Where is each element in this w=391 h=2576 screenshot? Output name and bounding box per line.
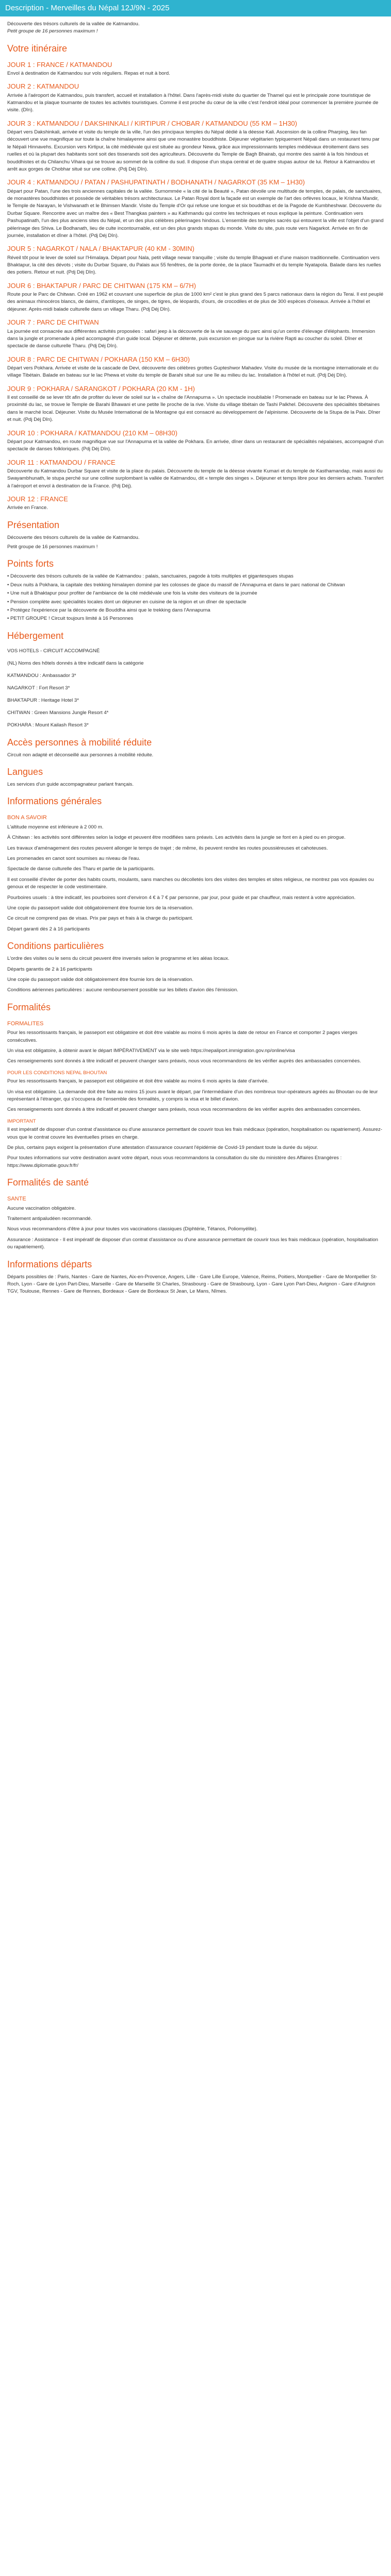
day-text: Découverte du Katmandou Durbar Square et visite de la place du palais. Découverte du temple de la déesse vivante Kumari et du temple de Kasthamandap, mais aussi du Swayambhunath, le stupa perché sur une colline surplombant la vallée de Katmandou, dit « temple des singes ». Déjeuner et temps libre pour les derniers achats. Transfert à l'aéroport et envol à destination de la France. (Pdj Déj). bbox=[7, 468, 384, 489]
formalities-para: Ces renseignements sont donnés à titre indicatif et peuvent changer sans préavis, nous vous recommandons de les vérifier auprès des ambassades concernées. bbox=[7, 1058, 361, 1064]
health-subhead: SANTE bbox=[7, 1196, 26, 1202]
hotel-line: KATMANDOU : Ambassador 3* bbox=[7, 673, 76, 679]
day-text: Départ pour Patan, l'une des trois anciennes capitales de la vallée. Surnommée « la cité de la Beauté », Patan dévoile une multitude de temples, de palais, de sanctuaires, de monastères bouddhistes et possède de véritables trésors architecturaux. Le Patan Royal dont la façade est un exemple de l'art des orfèvres locaux, le Krishna Mandir, le Temple de Narayan, le Vishwanath et le Bhimsen Mandir. Visite du Temple d'Or qui refuse une longue et six bouddhas et de la Pagode de Kumbheshwar. Découverte du Durbar Square. Rencontre avec un maître des « Best Thangkas painters » au Kathmandu qui contre les techniques et nous explique la peinture. Continuation vers Pashupatinath, l'un des plus anciens sites du Népal, et un des plus célèbres pèlerinages hindous. L'ensemble des temples sacrés qui entourent la ville est l'objet d'un grand pèlerinage des Shiva. Le Bodhanath, lieu de culte incontournable, est un des plus grands stupas du monde. Visite du site, puis route vers Nagarkot. Arrivée en fin de journée, installation et dîner à l'hôtel. (Pdj Déj Dîn). bbox=[7, 188, 384, 239]
intro-line: Petit groupe de 16 personnes maximum ! bbox=[7, 28, 98, 35]
intro bbox=[7, 21, 384, 36]
health-title: Formalités de santé bbox=[7, 1177, 89, 1188]
content bbox=[0, 16, 391, 1308]
day-text: Départ pour Katmandou, en route magnifique vue sur l'Annapurna et la vallée de Pokhara. En arrivée, dîner dans un restaurant de spécialités népalaises, accompagné d'un spectacle de danses folkloriques. (Pdj Déj Dîn). bbox=[7, 438, 384, 452]
itinerary-day bbox=[7, 459, 384, 490]
day-text: Arrivée en France. bbox=[7, 505, 48, 511]
health-para: Traitement antipaludéen recommandé. bbox=[7, 1216, 92, 1222]
formalities-warn-para: Un visa est obligatoire. La demande doit être faite au moins 15 jours avant le départ, par l'intermédiaire d'un des nombreux tour-opérateurs agréés au Bhoutan ou de leur représentant à l'étranger, qui s'occupera de l'ensemble des formalités, y compris la visa et le billet d'avion. bbox=[7, 1089, 378, 1103]
formalities-important-para: Il est impératif de disposer d'un contrat d'assistance ou d'une assurance permettant de couvrir tous les frais médicaux (opération, hospitalisation ou rapatriement). Assurez-vous que le contrat couvre les éventuelles prises en charge. bbox=[7, 1127, 382, 1140]
day-title: JOUR 12 : FRANCE bbox=[7, 495, 68, 503]
day-title: JOUR 4 : KATMANDOU / PATAN / PASHUPATINATH / BODHANATH / NAGARKOT (35 KM – 1H30) bbox=[7, 178, 305, 187]
general-para: L'altitude moyenne est inférieure à 2 000 m. bbox=[7, 824, 104, 830]
hotel-line: BHAKTAPUR : Heritage Hotel 3* bbox=[7, 698, 79, 704]
itinerary-day bbox=[7, 318, 384, 350]
itinerary-day bbox=[7, 385, 384, 424]
general-para: Départ garanti dès 2 à 16 participants bbox=[7, 926, 90, 932]
itinerary-day bbox=[7, 120, 384, 174]
day-text: La journée est consacrée aux différentes activités proposées : safari jeep à la découverte de la vie sauvage du parc ainsi qu'un centre d'élevage d'éléphants. Immersion dans la jungle et promenade à pied accompagné d'un guide local. Déjeuner et détente, puis excursion en pirogue sur la rivière Rapti au coucher du soleil. Dîner et spectacle de danse culturelle Tharu. (Pdj Déj Dîn). bbox=[7, 328, 376, 349]
highlight-item: • Deux nuits à Pokhara, la capitale des trekking himalayen dominé par les colosses de glace du massif de l'Annapurna et dans le parc national de Chitwan bbox=[7, 582, 345, 588]
departures-text: Départs possibles de : Paris, Nantes - Gare de Nantes, Aix-en-Provence, Angers, Lille - Gare Lille Europe, Valence, Reims, Poitiers, Montpellier - Gare de Montpellier St-Roch, Lyon - Gare de Lyon Part-Dieu, Marseille - Gare de Marseille St Charles, Strasbourg - Gare de Strasbourg, Lyon - Gare Lyon Part-Dieu, Avignon - Gare d'Avignon TGV, Toulouse, Rennes - Gare de Rennes, Bordeaux - Gare de Bordeaux St Jean, Le Mans, Nîmes. bbox=[7, 1274, 378, 1295]
presentation-line: Petit groupe de 16 personnes maximum ! bbox=[7, 544, 98, 550]
access-text: Circuit non adapté et déconseillé aux personnes à mobilité réduite. bbox=[7, 752, 154, 758]
formalities-important-paras bbox=[7, 1126, 384, 1170]
highlight-item: • PETIT GROUPE ! Circuit toujours limité à 16 Personnes bbox=[7, 616, 134, 622]
itinerary-day bbox=[7, 282, 384, 313]
day-text: Départ vers Dakshinkali, arrivée et visite du temple de la ville, l'un des principaux temples du Népal dédié à la déesse Kali. Ascension de la colline Pharping, lieu fan découvert une vue magnifique sur toute la chaîne himalayenne ainsi que une monastère bouddhiste. Déjeuner végétarien typiquement Népali dans un restaurant tenu par le Népali Hinnavehs. Excursion vers Kirtipur, la cité médiévale qui est située au grondeur Newa, grâce aux impressionnants temples médiévaux étroitement dans ses ruelles et où la plupart des habitants sont soit des tisserands soit des agriculteurs. Découverte du Temple de Bagh Bhairab, qui montre des sainté à la fois hindous et bouddhistes et du Chilanchu Vihara qui se trouve au sommet de la colline du sud. Il dispose d'un stupa central et de quatre stupas autour de lui. Retour à Katmandou et arrêt aux gorges de Chobhar situé sur une colline. (Pdj Déj Dîn). bbox=[7, 129, 380, 173]
day-text: Réveil tôt pour le lever de soleil sur l'Himalaya. Départ pour Nala, petit village newar tranquille ; visite du temple Bhagwati et d'une maison traditionnelle. Continuation vers Bhaktapur, la cité des dévots ; visite du Durbar Square, du Palais aux 55 fenêtres, de la porte dorée, de la place Taumadhi et du temple Nyatapola. Balade dans les ruelles des potiers. Retour et nuit. (Pdj Déj Dîn). bbox=[7, 255, 381, 276]
languages-text: Les services d'un guide accompagnateur parlant français. bbox=[7, 782, 134, 788]
general-para: Ce circuit ne comprend pas de visas. Prix par pays et frais à la charge du participant. bbox=[7, 916, 193, 922]
hotel-line: (NL) Noms des hôtels donnés à titre indicatif dans la catégorie bbox=[7, 660, 144, 667]
departures-title: Informations départs bbox=[7, 1259, 92, 1269]
hotel-line: POKHARA : Mount Kailash Resort 3* bbox=[7, 722, 89, 728]
day-title: JOUR 10 : POKHARA / KATMANDOU (210 KM – 08H30) bbox=[7, 429, 177, 437]
hotel-line: VOS HOTELS - CIRCUIT ACCOMPAGNÉ bbox=[7, 648, 100, 654]
presentation-line: Découverte des trésors culturels de la vallée de Katmandou. bbox=[7, 534, 140, 540]
day-title: JOUR 5 : NAGARKOT / NALA / BHAKTAPUR (40 KM - 30MIN) bbox=[7, 245, 194, 253]
itinerary-day bbox=[7, 495, 384, 512]
general-para: Spectacle de danse culturelle des Tharu et partie de la participants. bbox=[7, 866, 155, 872]
conditions-title: Conditions particulières bbox=[7, 941, 104, 952]
formalities-warn-para: Ces renseignements sont donnés à titre indicatif et peuvent changer sans préavis, nous vous recommandons de les vérifier auprès des ambassades concernées. bbox=[7, 1107, 361, 1113]
highlight-item: • Pension complète avec spécialités locales dont un déjeuner en cuisine de la région et un dîner de spectacle bbox=[7, 599, 247, 605]
highlights-list bbox=[7, 573, 384, 622]
formalities-subhead: FORMALITES bbox=[7, 1020, 44, 1027]
itinerary-day bbox=[7, 429, 384, 453]
itinerary-day bbox=[7, 61, 384, 78]
page-banner bbox=[0, 0, 391, 16]
formalities-warn-para: Pour les ressortissants français, le passeport est obligatoire et doit être valable au moins 6 mois après la date d'arrivée. bbox=[7, 1078, 269, 1084]
day-text: Départ vers Pokhara. Arrivée et visite de la cascade de Devi, découverte des célèbres grottes Gupteshwor Mahadev. Visite du musée de la montagne internationale et du village Tibétain. Balade en bateau sur le lac Phewa et visite du temple de Barahi situé sur une île au milieu du lac. Installation à l'hôtel et nuit. (Pdj Déj Dîn). bbox=[7, 365, 379, 379]
day-title: JOUR 9 : POKHARA / SARANGKOT / POKHARA (20 KM - 1H) bbox=[7, 384, 195, 393]
general-para: Il est conseillé d'éviter de porter des habits courts, moulants, sans manches ou décolletés lors des visites des temples et sites religieux, ne montrez pas vos épaules ou genoux et de respecter le code vestimentaire. bbox=[7, 876, 374, 890]
general-para: À Chitwan : les activités sont différentes selon la lodge et peuvent être modifiées sans préavis. Les activités dans la jungle se font en à pied ou en pirogue. bbox=[7, 835, 346, 841]
formalities-title: Formalités bbox=[7, 1002, 51, 1012]
health-paras bbox=[7, 1205, 384, 1251]
general-para: Une copie du passeport valide doit obligatoirement être fournie lors de la réservation. bbox=[7, 905, 194, 911]
day-title: JOUR 7 : PARC DE CHITWAN bbox=[7, 318, 99, 327]
highlight-item: • Découverte des trésors culturels de la vallée de Katmandou : palais, sanctuaires, pagode à toits multiples et gigantesques stupas bbox=[7, 573, 294, 580]
conditions-para: Départs garantis de 2 à 16 participants bbox=[7, 966, 92, 972]
general-para: Les travaux d'aménagement des routes peuvent allonger le temps de trajet ; de même, ils peuvent rendre les routes poussiéreuses et cahoteuses. bbox=[7, 845, 328, 851]
day-text: Il est conseillé de se lever tôt afin de profiter du lever de soleil sur la « chaîne de l'Annapurna ». Un spectacle inoubliable ! Promenade en bateau sur le lac Phewa. À proximité du lac, se trouve le Temple de Barahi Bhawani et une petite île proche de la rive. Visite du village tibétain de Tashi Palkhel. Découverte des spécialités tibétaines dans le marché local. Déjeuner. Visite du Musée International de la Montagne qui est consacré au développement de l'alpinisme. Découverte de la Stupa de la Paix. Dîner et nuit. (Pdj Déj Dîn). bbox=[7, 394, 381, 423]
day-title: JOUR 1 : FRANCE / KATMANDOU bbox=[7, 60, 112, 69]
general-para: Les promenades en canot sont soumises au niveau de l'eau. bbox=[7, 856, 140, 862]
conditions-para: Conditions aériennes particulières : aucune remboursement possible sur les billets d'avion dès l'émission. bbox=[7, 987, 238, 993]
conditions-para: L'ordre des visites ou le sens du circuit peuvent être inversés selon le programme et les aléas locaux. bbox=[7, 956, 230, 962]
itinerary-day bbox=[7, 355, 384, 380]
formalities-paras bbox=[7, 1029, 384, 1065]
hotel-line: NAGARKOT : Fort Resort 3* bbox=[7, 685, 70, 691]
conditions-para: Une copie du passeport valide doit obligatoirement être fournie lors de la réservation. bbox=[7, 977, 194, 982]
formalities-para: Pour les ressortissants français, le passeport est obligatoire et doit être valable au moins 6 mois après la date de retour en France et comporter 2 pages vierges consécutives. bbox=[7, 1030, 357, 1043]
health-para: Nous vous recommandons d'être à jour pour toutes vos vaccinations classiques (Diphtérie, Tétanos, Poliomyélite). bbox=[7, 1226, 258, 1232]
formalities-para: Un visa est obligatoire, à obtenir avant le départ IMPÉRATIVEMENT via le site web https://nepaliport.immigration.gov.np/online/visa bbox=[7, 1048, 295, 1054]
languages-title: Langues bbox=[7, 767, 43, 777]
hotels-list bbox=[7, 648, 384, 729]
formalities-warn-paras bbox=[7, 1078, 384, 1114]
intro-line: Découverte des trésors culturels de la vallée de Katmandou. bbox=[7, 21, 140, 27]
formalities-warn-head: POUR LES CONDITIONS NEPAL BHOUTAN bbox=[7, 1070, 107, 1076]
formalities-important-head: IMPORTANT bbox=[7, 1118, 36, 1124]
presentation-title: Présentation bbox=[7, 519, 60, 530]
health-para: Aucune vaccination obligatoire. bbox=[7, 1205, 76, 1211]
health-para: Assurance : Assistance - Il est impératif de disposer d'un contrat d'assistance ou d'une assurance permettant de couvrir tous les frais médicaux (opération, hospitalisation ou rapatriement). bbox=[7, 1236, 379, 1250]
formalities-important-para: Pour toutes informations sur votre destination avant votre départ, nous vous recommandons la consultation du site du ministère des Affaires Etrangères : https://www.diplomatie.gouv.fr/fr/ bbox=[7, 1155, 342, 1168]
itinerary-day bbox=[7, 82, 384, 114]
itinerary-day bbox=[7, 245, 384, 276]
itinerary-title: Votre itinéraire bbox=[7, 43, 68, 54]
general-paras bbox=[7, 824, 384, 933]
highlight-item: • Protégez l'expérience par la découverte de Bouddha ainsi que le trekking dans l'Annapurna bbox=[7, 607, 210, 613]
hotels-title: Hébergement bbox=[7, 630, 64, 641]
hotel-line: CHITWAN : Green Mansions Jungle Resort 4* bbox=[7, 710, 109, 716]
banner-title: Description - Merveilles du Népal 12J/9N - 2025 bbox=[5, 4, 170, 12]
day-title: JOUR 8 : PARC DE CHITWAN / POKHARA (150 KM – 6H30) bbox=[7, 355, 190, 363]
day-text: Route pour le Parc de Chitwan. Créé en 1962 et couvrant une superficie de plus de 1000 km² c'est le plus grand des 5 parcs nationaux dans la région du Terai. Il est peuplé des animaux rhinocéros blancs, de daims, d'antilopes, de singes, de tigres, de léopards, d'ours, de crocodiles et de plus de 300 espèces d'oiseaux. Arrivée à l'hôtel et déjeuner. Après-midi balade culturelle dans un village Tharu. (Pdj Déj Dîn). bbox=[7, 292, 384, 312]
conditions-paras bbox=[7, 955, 384, 994]
day-text: Arrivée à l'aéroport de Katmandou, puis transfert, accueil et installation à l'hôtel. Dans l'après-midi visite du quartier de Thamel qui est le principale zone touristique de Katmandou et la plaque tournante de toutes les activités touristiques. Comme il est proche du cœur de la ville c'est l'endroit idéal pour commencer la première journée de visite. (Dîn). bbox=[7, 92, 379, 113]
general-title: Informations générales bbox=[7, 796, 102, 807]
day-text: Envol à destination de Katmandou sur vols réguliers. Repas et nuit à bord. bbox=[7, 71, 170, 77]
day-title: JOUR 3 : KATMANDOU / DAKSHINKALI / KIRTIPUR / CHOBAR / KATMANDOU (55 KM – 1H30) bbox=[7, 119, 297, 127]
access-title: Accès personnes à mobilité réduite bbox=[7, 737, 152, 748]
formalities-important-para: De plus, certains pays exigent la présentation d'une attestation d'assurance couvrant l'épidémie de Covid-19 pendant toute la durée du séjour. bbox=[7, 1144, 318, 1150]
day-title: JOUR 6 : BHAKTAPUR / PARC DE CHITWAN (175 KM – 6/7H) bbox=[7, 281, 196, 290]
day-title: JOUR 11 : KATMANDOU / FRANCE bbox=[7, 458, 116, 466]
general-para: Pourboires usuels : à titre indicatif, les pourboires sont d'environ 4 € à 7 € par personne, par jour, pour guide et par chauffeur, mais restent à votre appréciation. bbox=[7, 894, 356, 901]
highlights-title: Points forts bbox=[7, 558, 54, 569]
itinerary-days bbox=[7, 61, 384, 512]
general-subhead: BON A SAVOIR bbox=[7, 815, 47, 821]
day-title: JOUR 2 : KATMANDOU bbox=[7, 82, 79, 91]
highlight-item: • Une nuit à Bhaktapur pour profiter de l'ambiance de la cité médiévale une fois la visite des visiteurs de la journée bbox=[7, 590, 257, 597]
itinerary-day bbox=[7, 178, 384, 240]
